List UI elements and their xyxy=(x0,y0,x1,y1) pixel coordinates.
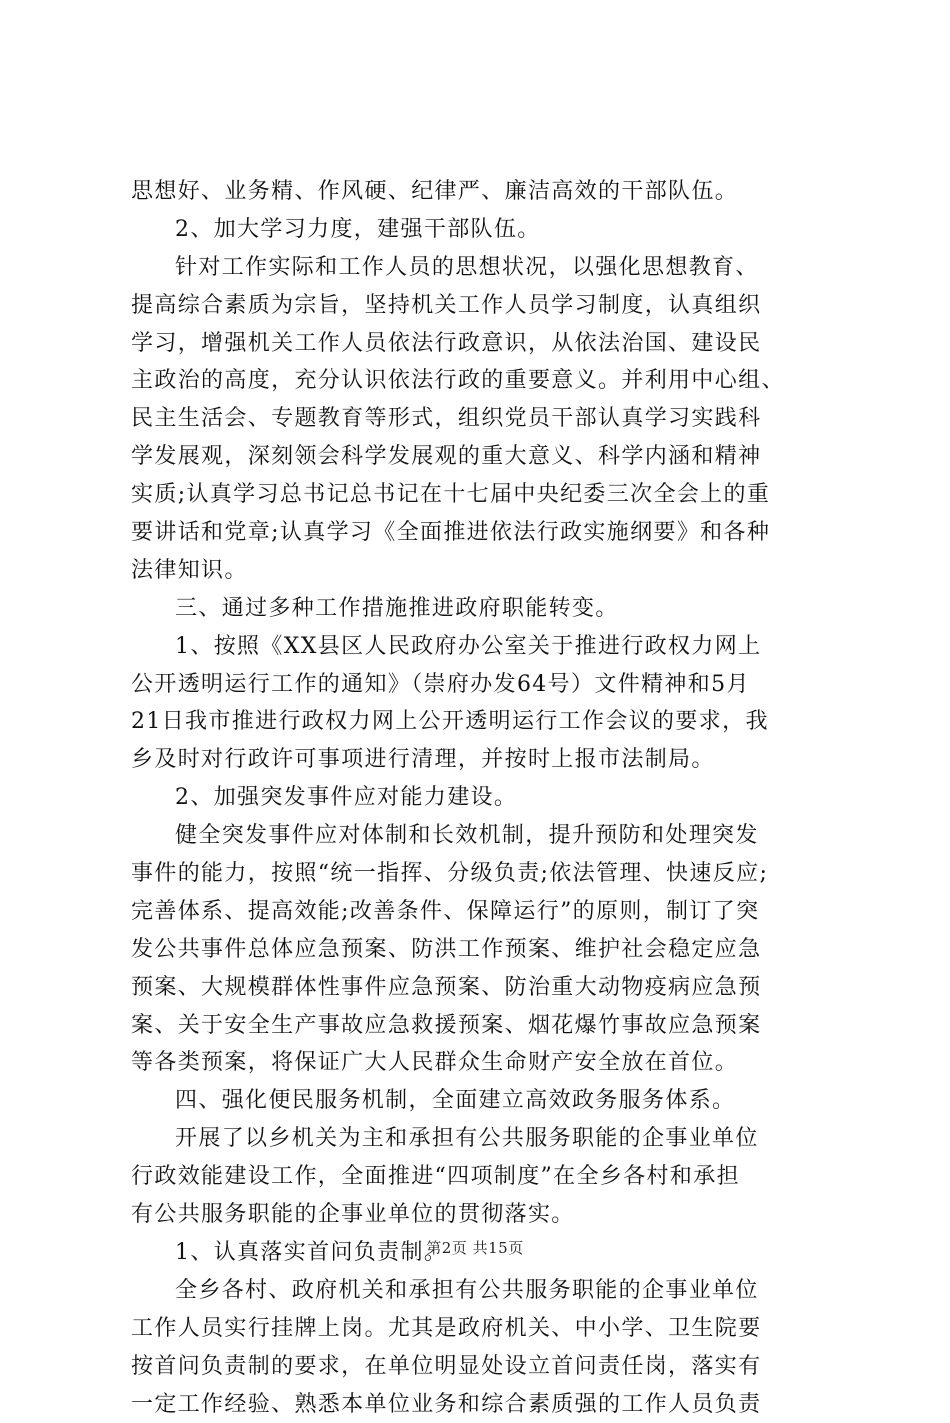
text-line: 事件的能力，按照“统一指挥、分级负责;依法管理、快速反应; xyxy=(131,855,831,893)
text-line: 21日我市推进行政权力网上公开透明运行工作会议的要求，我 xyxy=(131,703,831,741)
text-line: 预案、大规模群体性事件应急预案、防治重大动物疫病应急预 xyxy=(131,969,831,1007)
text-line: 提高综合素质为宗旨，坚持机关工作人员学习制度，认真组织 xyxy=(131,287,831,325)
text-line: 针对工作实际和工作人员的思想状况，以强化思想教育、 xyxy=(131,249,831,287)
text-line: 乡及时对行政许可事项进行清理，并按时上报市法制局。 xyxy=(131,741,831,779)
text-line: 按首问负责制的要求，在单位明显处设立首问责任岗，落实有 xyxy=(131,1348,831,1386)
text-line: 要讲话和党章;认真学习《全面推进依法行政实施纲要》和各种 xyxy=(131,514,831,552)
text-line: 健全突发事件应对体制和长效机制，提升预防和处理突发 xyxy=(131,817,831,855)
text-line: 2、加强突发事件应对能力建设。 xyxy=(131,779,831,817)
text-line: 有公共服务职能的企事业单位的贯彻落实。 xyxy=(131,1196,831,1234)
text-line: 全乡各村、政府机关和承担有公共服务职能的企事业单位 xyxy=(131,1272,831,1310)
text-line: 工作人员实行挂牌上岗。尤其是政府机关、中小学、卫生院要 xyxy=(131,1310,831,1348)
text-line: 行政效能建设工作，全面推进“四项制度”在全乡各村和承担 xyxy=(131,1158,831,1196)
text-line: 主政治的高度，充分认识依法行政的重要意义。并利用中心组、 xyxy=(131,362,831,400)
text-line: 三、通过多种工作措施推进政府职能转变。 xyxy=(131,590,831,628)
text-line: 思想好、业务精、作风硬、纪律严、廉洁高效的干部队伍。 xyxy=(131,173,831,211)
text-line: 完善体系、提高效能;改善条件、保障运行”的原则，制订了突 xyxy=(131,893,831,931)
text-line: 发公共事件总体应急预案、防洪工作预案、维护社会稳定应急 xyxy=(131,931,831,969)
text-line: 学发展观，深刻领会科学发展观的重大意义、科学内涵和精神 xyxy=(131,438,831,476)
text-line: 法律知识。 xyxy=(131,552,831,590)
document-body xyxy=(131,173,831,1423)
text-line: 开展了以乡机关为主和承担有公共服务职能的企事业单位 xyxy=(131,1120,831,1158)
text-line: 一定工作经验、熟悉本单位业务和综合素质强的工作人员负责 xyxy=(131,1386,831,1423)
text-line: 四、强化便民服务机制，全面建立高效政务服务体系。 xyxy=(131,1082,831,1120)
text-line: 2、加大学习力度，建强干部队伍。 xyxy=(131,211,831,249)
text-line: 等各类预案，将保证广大人民群众生命财产安全放在首位。 xyxy=(131,1044,831,1082)
text-line: 民主生活会、专题教育等形式，组织党员干部认真学习实践科 xyxy=(131,400,831,438)
text-line: 案、关于安全生产事故应急救援预案、烟花爆竹事故应急预案 xyxy=(131,1007,831,1045)
text-line: 1、按照《XX县区人民政府办公室关于推进行政权力网上 xyxy=(131,628,831,666)
text-line: 学习，增强机关工作人员依法行政意识，从依法治国、建设民 xyxy=(131,325,831,363)
text-line: 1、认真落实首问负责制。 xyxy=(131,1234,831,1272)
text-line: 公开透明运行工作的通知》（崇府办发64号）文件精神和5月 xyxy=(131,666,831,704)
text-line: 实质;认真学习总书记总书记在十七届中央纪委三次全会上的重 xyxy=(131,476,831,514)
page-footer: 第2页 共15页 xyxy=(0,1237,950,1258)
